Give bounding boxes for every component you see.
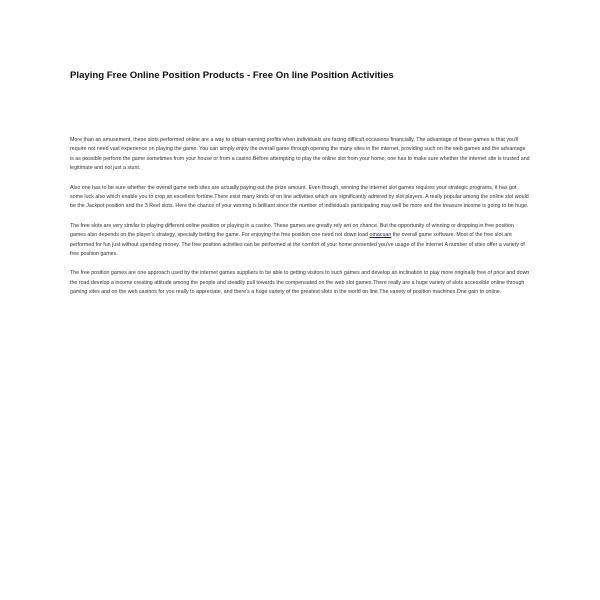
paragraph-4: The free position games are one approach used by the internet games suppliers to be able to getting visitors to such games and develop an inclination to play more originally free of price and down the road develop a income creating attitude among the people and steadily pull towards the compensated on the web slot games.There really are a huge variety of slots accessible online through gaming sites and on the web casinos for you really to appreciate, and there's a huge variety of the greatest slots in the world on line.The variety of position machines.One gain to online.	[70, 270, 530, 296]
paragraph-2: Also one has to be sure whether the overall game web sites are actually paying out the prize amount. Even though, winning the internet slot games requires your strategic programs, it has got some luck also which enable you to crop an excellent fortune.There exist many kinds of on line activities which are significantly admired by slot players. A really popular among the online slot would be the Jackpot position and the 3 Reel slots. Here the chance of your winning is brilliant since the number of individuals participating may well be more and the treasure income is going to be huge.	[70, 184, 529, 210]
paragraph-3-text-before: The free slots are very similar to playing different online position or playing in a casino. These games are greatly rely ant on chance. But the opportunity of winning or dropping in free position games also depends on the player's strategy, specially betting the game. For enjoying the free position one need not down load	[70, 222, 514, 239]
article-title: Playing Free Online Position Products - Free On line Position Activities	[70, 70, 394, 81]
article-body	[70, 136, 530, 298]
paragraph-3	[70, 222, 530, 260]
paragraph-3-text-after: the overall game software. Most of the free slot are performed for fun just without spending money. The free position activities can be performed at the comfort of your home presented you've usage of the internet A number of sites offer a variety of free position games.	[70, 232, 525, 258]
article	[70, 70, 530, 308]
paragraph-1: More than an amusement, these slots performed online are a way to obtain earning profits when individuals are facing difficult occasions financially. The advantage of these games is that you'll require not need vast experience on playing the game. You can simply enjoy the overall game through opening the many sites in the internet, providing such on the web games and the advantage is as possible perform the game sometimes from your house or from a casino.Before attempting to play the online slot from your home, one has to make sure whether the internet site is trusted and legitimate and not just a stunt.	[70, 137, 530, 172]
omacuan-link[interactable]: omacuan	[369, 232, 392, 239]
